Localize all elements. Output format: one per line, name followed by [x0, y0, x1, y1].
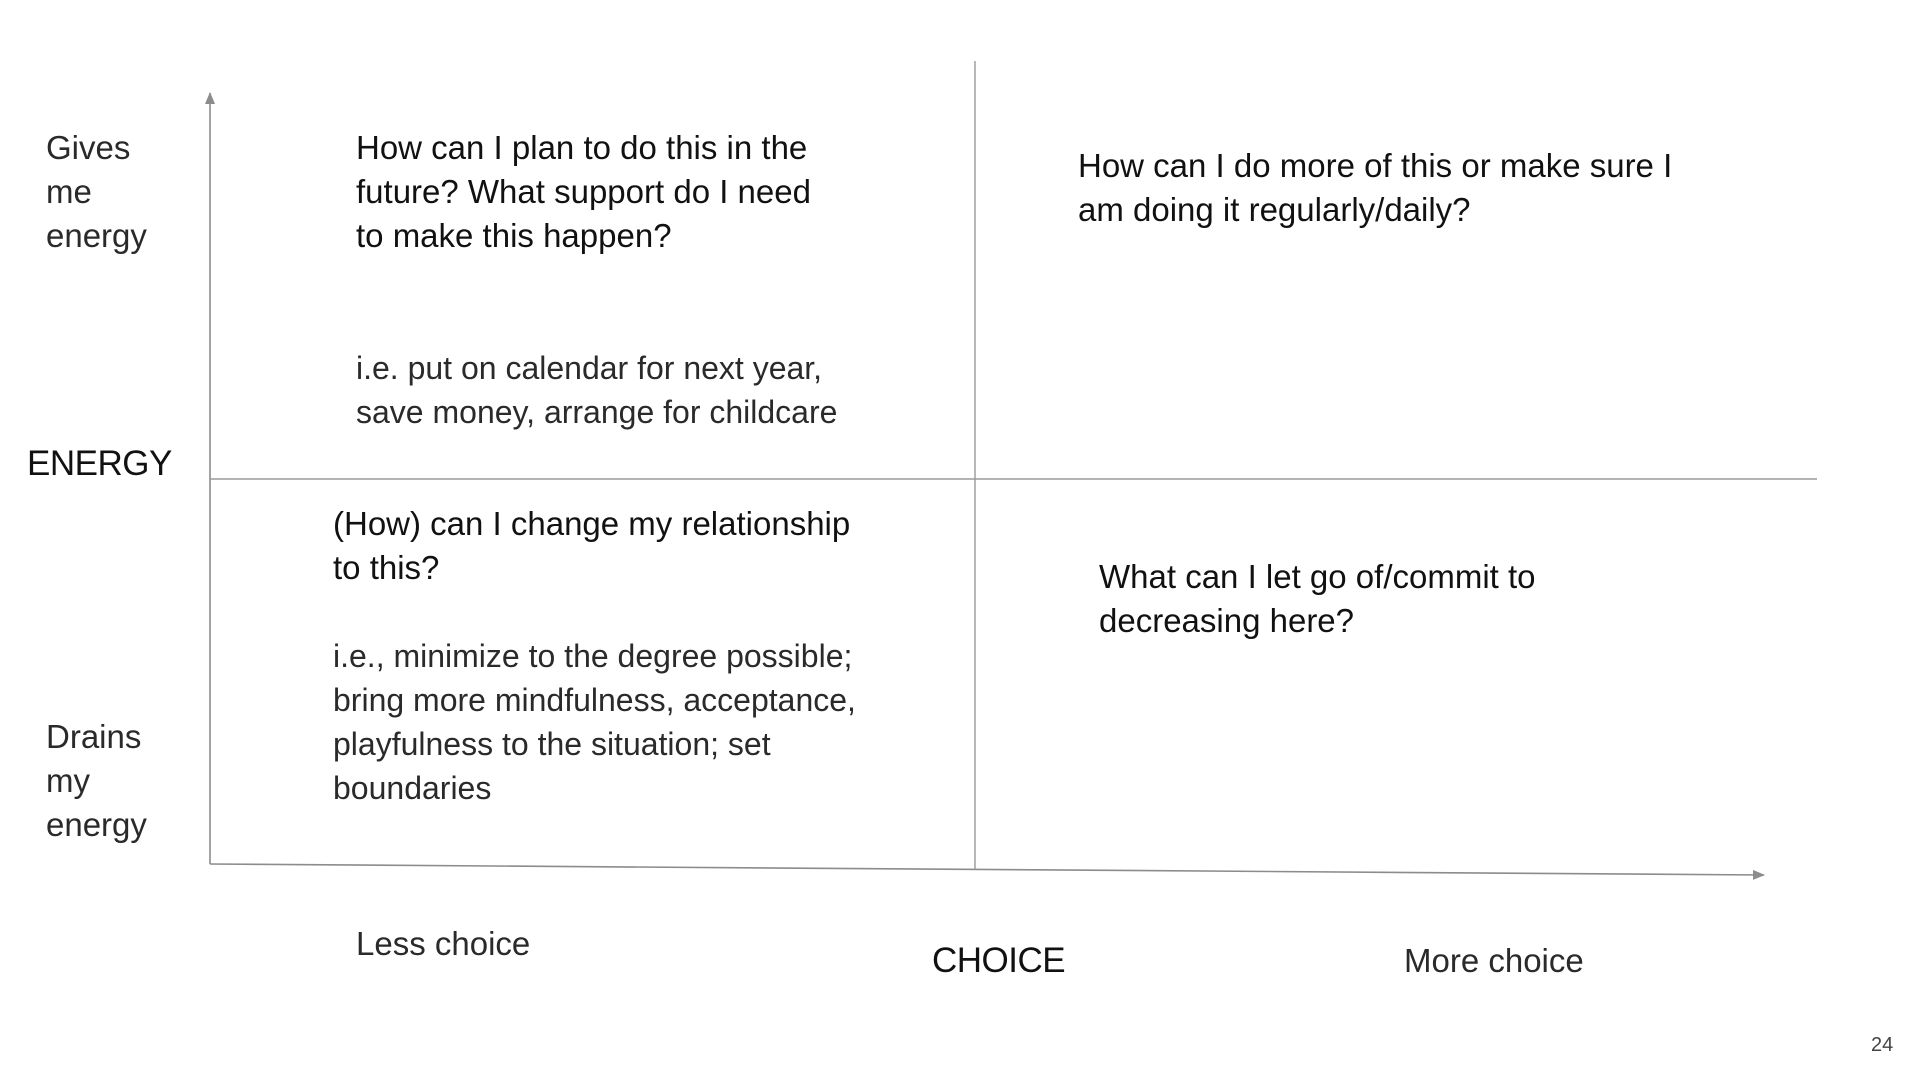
x-axis-left-label: Less choice — [356, 925, 531, 962]
bottom-right-question: What can I let go of/commit to decreasing here? — [1099, 558, 1536, 639]
top-left-question: How can I plan to do this in the future? What support do I need to make this happen? — [356, 129, 811, 254]
bottom-left-question: (How) can I change my relationship to this? — [333, 505, 851, 586]
x-axis-arrow — [210, 864, 1764, 875]
top-right-question: How can I do more of this or make sure I am doing it regularly/daily? — [1078, 147, 1673, 228]
y-axis-title: ENERGY — [27, 444, 172, 483]
x-axis-right-label: More choice — [1404, 942, 1584, 979]
page-number: 24 — [1871, 1034, 1894, 1056]
bottom-left-example: i.e., minimize to the degree possible; bring more mindfulness, acceptance, playfulness to the situation; set boundaries — [333, 638, 856, 806]
y-axis-top-label: Gives me energy — [46, 129, 147, 254]
top-left-example: i.e. put on calendar for next year, save money, arrange for childcare — [356, 350, 838, 430]
y-axis-bottom-label: Drains my energy — [46, 718, 147, 843]
x-axis-title: CHOICE — [932, 941, 1066, 980]
